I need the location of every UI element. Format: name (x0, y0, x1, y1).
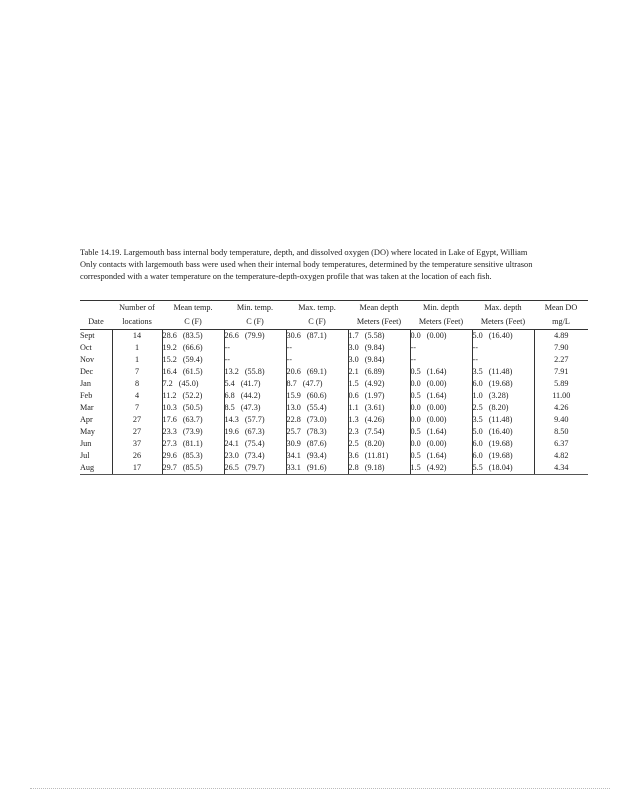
caption-line-3: corresponded with a water temperature on the temperature-depth-oxygen profile that was taken at the location of each fish. (80, 272, 492, 281)
value-f: (55.4) (306, 403, 327, 412)
cell-min-temp (224, 414, 286, 426)
cell-max-depth (472, 330, 534, 343)
cell-max-temp (286, 354, 348, 366)
cell-mean-temp (162, 450, 224, 462)
cell-max-depth (472, 414, 534, 426)
cell-min-temp (224, 342, 286, 354)
cell-date: Dec (80, 367, 94, 376)
value-m: 2.8 (348, 463, 359, 472)
cell-mean-depth (348, 426, 410, 438)
value-c: 24.1 (224, 439, 239, 448)
value-c: 10.3 (162, 403, 177, 412)
header-mean-do-line1: Mean DO (534, 301, 588, 316)
value-c: 27.3 (162, 439, 177, 448)
cell-max-temp (286, 414, 348, 426)
cell-mean-temp (162, 378, 224, 390)
cell-max-temp (286, 426, 348, 438)
value-c: 7.2 (162, 379, 173, 388)
cell-locations: 27 (112, 414, 162, 426)
value-f: (79.7) (244, 463, 265, 472)
cell-mean-depth (348, 342, 410, 354)
cell-locations: 17 (112, 462, 162, 475)
table-row (80, 354, 588, 366)
value-ft: (4.26) (364, 415, 385, 424)
cell-mean-temp (162, 366, 224, 378)
value-m: -- (472, 343, 478, 352)
value-m: 1.5 (348, 379, 359, 388)
value-ft: (0.00) (426, 403, 447, 412)
cell-locations: 4 (112, 390, 162, 402)
value-m: -- (410, 355, 416, 364)
value-f: (47.7) (302, 379, 323, 388)
cell-max-depth (472, 426, 534, 438)
value-m: 2.1 (348, 367, 359, 376)
cell-mean-depth (348, 390, 410, 402)
table-row (80, 330, 588, 343)
value-c: 8.5 (224, 403, 235, 412)
cell-mean-depth (348, 462, 410, 475)
value-ft: (19.68) (488, 379, 513, 388)
cell-mean-do: 11.00 (534, 390, 588, 402)
value-ft: (16.40) (488, 331, 513, 340)
value-m: 3.0 (348, 343, 359, 352)
cell-min-temp (224, 402, 286, 414)
cell-date: Feb (80, 391, 93, 400)
value-c: 20.6 (286, 367, 301, 376)
value-m: 2.3 (348, 427, 359, 436)
cell-mean-do: 4.89 (534, 330, 588, 343)
value-c: 23.0 (224, 451, 239, 460)
value-f: (47.3) (240, 403, 261, 412)
cell-max-depth (472, 390, 534, 402)
value-c: 29.6 (162, 451, 177, 460)
caption-line-2: Only contacts with largemouth bass were used when their internal body temperatures, determined by the temperature sensitive ultrason (80, 260, 533, 269)
value-ft: (1.64) (426, 367, 447, 376)
value-m: 6.0 (472, 379, 483, 388)
header-date-blank (80, 301, 112, 316)
value-c: 15.2 (162, 355, 177, 364)
value-f: (85.3) (182, 451, 203, 460)
value-m: 0.0 (410, 415, 421, 424)
cell-locations: 14 (112, 330, 162, 343)
value-m: 5.0 (472, 427, 483, 436)
value-m: 2.5 (348, 439, 359, 448)
table-row (80, 462, 588, 475)
cell-min-depth (410, 426, 472, 438)
cell-date: Apr (80, 415, 93, 424)
value-ft: (5.58) (364, 331, 385, 340)
cell-max-temp (286, 366, 348, 378)
value-m: -- (410, 343, 416, 352)
value-ft: (11.48) (488, 367, 513, 376)
cell-min-depth (410, 354, 472, 366)
value-ft: (18.04) (488, 463, 513, 472)
header-max-temp-line2: C (F) (286, 315, 348, 330)
value-c: 6.8 (224, 391, 235, 400)
value-c: 34.1 (286, 451, 301, 460)
cell-mean-temp (162, 402, 224, 414)
value-f: (79.9) (244, 331, 265, 340)
cell-max-temp (286, 378, 348, 390)
value-ft: (0.00) (426, 439, 447, 448)
value-f: (85.5) (182, 463, 203, 472)
value-f: (55.8) (244, 367, 265, 376)
value-c: 30.6 (286, 331, 301, 340)
value-m: 6.0 (472, 451, 483, 460)
cell-min-depth (410, 330, 472, 343)
value-c: -- (286, 355, 292, 364)
value-c: 17.6 (162, 415, 177, 424)
value-c: -- (224, 355, 230, 364)
header-locations-line1: Number of (112, 301, 162, 316)
cell-min-temp (224, 330, 286, 343)
value-ft: (4.92) (426, 463, 447, 472)
cell-date: Jun (80, 439, 92, 448)
table-row (80, 402, 588, 414)
value-ft: (1.64) (426, 451, 447, 460)
cell-locations: 7 (112, 366, 162, 378)
value-f: (78.3) (306, 427, 327, 436)
cell-locations: 37 (112, 438, 162, 450)
cell-date: Sept (80, 331, 95, 340)
value-ft: (19.68) (488, 451, 513, 460)
cell-mean-temp (162, 414, 224, 426)
cell-max-depth (472, 378, 534, 390)
value-ft: (16.40) (488, 427, 513, 436)
cell-mean-do: 9.40 (534, 414, 588, 426)
cell-mean-temp (162, 426, 224, 438)
cell-min-temp (224, 378, 286, 390)
value-f: (87.6) (306, 439, 327, 448)
cell-min-depth (410, 390, 472, 402)
cell-locations: 8 (112, 378, 162, 390)
value-f: (93.4) (306, 451, 327, 460)
value-f: (73.0) (306, 415, 327, 424)
cell-date: Jul (80, 451, 90, 460)
cell-mean-temp (162, 462, 224, 475)
value-c: 5.4 (224, 379, 235, 388)
header-mean-temp-line1: Mean temp. (162, 301, 224, 316)
value-m: 0.5 (410, 367, 421, 376)
value-ft: (8.20) (488, 403, 509, 412)
value-c: 19.6 (224, 427, 239, 436)
value-c: 28.6 (162, 331, 177, 340)
value-m: 0.0 (410, 439, 421, 448)
value-c: 29.7 (162, 463, 177, 472)
value-c: 13.2 (224, 367, 239, 376)
cell-min-depth (410, 402, 472, 414)
cell-mean-do: 7.91 (534, 366, 588, 378)
value-c: 13.0 (286, 403, 301, 412)
value-c: 26.6 (224, 331, 239, 340)
cell-mean-do: 4.26 (534, 402, 588, 414)
value-c: -- (286, 343, 292, 352)
value-m: 0.0 (410, 331, 421, 340)
value-m: 0.6 (348, 391, 359, 400)
cell-mean-do: 5.89 (534, 378, 588, 390)
cell-locations: 27 (112, 426, 162, 438)
cell-mean-do: 4.34 (534, 462, 588, 475)
value-c: 25.7 (286, 427, 301, 436)
cell-date: Oct (80, 343, 92, 352)
value-f: (75.4) (244, 439, 265, 448)
cell-max-temp (286, 402, 348, 414)
cell-max-depth (472, 462, 534, 475)
cell-mean-do: 8.50 (534, 426, 588, 438)
cell-min-depth (410, 342, 472, 354)
cell-max-temp (286, 450, 348, 462)
cell-date: Nov (80, 355, 95, 364)
value-ft: (1.64) (426, 391, 447, 400)
cell-mean-do: 7.90 (534, 342, 588, 354)
table-row (80, 414, 588, 426)
cell-mean-depth (348, 366, 410, 378)
table-row (80, 366, 588, 378)
value-m: 1.0 (472, 391, 483, 400)
cell-max-depth (472, 450, 534, 462)
header-date: Date (80, 315, 112, 330)
value-ft: (9.84) (364, 355, 385, 364)
cell-mean-temp (162, 342, 224, 354)
cell-min-temp (224, 450, 286, 462)
value-m: 3.0 (348, 355, 359, 364)
value-m: 1.5 (410, 463, 421, 472)
value-c: 23.3 (162, 427, 177, 436)
cell-locations: 7 (112, 402, 162, 414)
cell-min-temp (224, 366, 286, 378)
value-f: (60.6) (306, 391, 327, 400)
value-ft: (19.68) (488, 439, 513, 448)
table-row (80, 438, 588, 450)
value-ft: (0.00) (426, 331, 447, 340)
cell-max-depth (472, 342, 534, 354)
cell-mean-do: 6.37 (534, 438, 588, 450)
value-f: (91.6) (306, 463, 327, 472)
header-min-depth-line1: Min. depth (410, 301, 472, 316)
cell-min-temp (224, 390, 286, 402)
header-locations-line2: locations (112, 315, 162, 330)
header-min-temp-line2: C (F) (224, 315, 286, 330)
caption-line-1: Table 14.19. Largemouth bass internal body temperature, depth, and dissolved oxygen (DO) where located in Lake of Egypt, William (80, 248, 528, 257)
header-mean-depth-line1: Mean depth (348, 301, 410, 316)
value-ft: (8.20) (364, 439, 385, 448)
cell-mean-depth (348, 402, 410, 414)
cell-max-depth (472, 438, 534, 450)
value-c: 33.1 (286, 463, 301, 472)
cell-min-depth (410, 378, 472, 390)
value-f: (87.1) (306, 331, 327, 340)
value-c: 8.7 (286, 379, 297, 388)
header-mean-do-line2: mg/L (534, 315, 588, 330)
header-max-depth-line2: Meters (Feet) (472, 315, 534, 330)
cell-min-temp (224, 354, 286, 366)
value-c: 26.5 (224, 463, 239, 472)
cell-date: Aug (80, 462, 112, 475)
value-m: 1.3 (348, 415, 359, 424)
value-ft: (3.61) (364, 403, 385, 412)
cell-min-temp (224, 438, 286, 450)
value-m: 3.5 (472, 367, 483, 376)
header-max-depth-line1: Max. depth (472, 301, 534, 316)
cell-min-depth (410, 462, 472, 475)
table-row (80, 342, 588, 354)
header-mean-depth-line2: Meters (Feet) (348, 315, 410, 330)
cell-min-temp (224, 462, 286, 475)
table-row (80, 378, 588, 390)
cell-max-depth (472, 402, 534, 414)
value-ft: (11.81) (364, 451, 389, 460)
cell-mean-depth (348, 414, 410, 426)
value-m: 0.0 (410, 379, 421, 388)
cell-max-temp (286, 390, 348, 402)
value-c: 11.2 (162, 391, 177, 400)
value-m: -- (472, 355, 478, 364)
header-min-depth-line2: Meters (Feet) (410, 315, 472, 330)
value-m: 5.5 (472, 463, 483, 472)
value-c: -- (224, 343, 230, 352)
cell-mean-depth (348, 354, 410, 366)
value-f: (63.7) (182, 415, 203, 424)
page-footer-rule (30, 788, 610, 790)
header-max-temp-line1: Max. temp. (286, 301, 348, 316)
cell-min-depth (410, 414, 472, 426)
value-f: (73.4) (244, 451, 265, 460)
value-f: (45.0) (178, 379, 199, 388)
value-ft: (3.28) (488, 391, 509, 400)
value-ft: (9.84) (364, 343, 385, 352)
cell-min-depth (410, 450, 472, 462)
cell-min-temp (224, 426, 286, 438)
cell-mean-depth (348, 330, 410, 343)
table-row (80, 426, 588, 438)
value-f: (59.4) (182, 355, 203, 364)
cell-max-temp (286, 342, 348, 354)
value-f: (44.2) (240, 391, 261, 400)
cell-mean-depth (348, 378, 410, 390)
header-mean-temp-line2: C (F) (162, 315, 224, 330)
value-ft: (6.89) (364, 367, 385, 376)
value-ft: (11.48) (488, 415, 513, 424)
value-m: 1.1 (348, 403, 359, 412)
cell-locations: 26 (112, 450, 162, 462)
value-f: (83.5) (182, 331, 203, 340)
cell-max-temp (286, 330, 348, 343)
value-m: 0.5 (410, 427, 421, 436)
value-m: 1.7 (348, 331, 359, 340)
bass-data-table (80, 300, 588, 475)
value-ft: (7.54) (364, 427, 385, 436)
cell-max-temp (286, 438, 348, 450)
value-c: 15.9 (286, 391, 301, 400)
value-f: (69.1) (306, 367, 327, 376)
cell-mean-depth (348, 450, 410, 462)
cell-min-depth (410, 366, 472, 378)
value-ft: (1.64) (426, 427, 447, 436)
value-f: (66.6) (182, 343, 203, 352)
value-m: 0.5 (410, 391, 421, 400)
value-ft: (9.18) (364, 463, 385, 472)
value-f: (73.9) (182, 427, 203, 436)
value-ft: (0.00) (426, 415, 447, 424)
value-m: 5.0 (472, 331, 483, 340)
table-row (80, 450, 588, 462)
value-f: (41.7) (240, 379, 261, 388)
table-body (80, 330, 588, 475)
value-ft: (1.97) (364, 391, 385, 400)
value-m: 3.6 (348, 451, 359, 460)
cell-date: May (80, 427, 96, 436)
cell-locations: 1 (112, 354, 162, 366)
value-f: (50.5) (182, 403, 203, 412)
value-c: 30.9 (286, 439, 301, 448)
value-c: 19.2 (162, 343, 177, 352)
cell-max-temp (286, 462, 348, 475)
value-ft: (4.92) (364, 379, 385, 388)
value-c: 14.3 (224, 415, 239, 424)
header-min-temp-line1: Min. temp. (224, 301, 286, 316)
cell-mean-do: 4.82 (534, 450, 588, 462)
value-f: (81.1) (182, 439, 203, 448)
value-f: (67.3) (244, 427, 265, 436)
cell-date: Mar (80, 403, 94, 412)
cell-mean-temp (162, 438, 224, 450)
value-f: (57.7) (244, 415, 265, 424)
cell-date: Jan (80, 379, 91, 388)
value-c: 16.4 (162, 367, 177, 376)
value-c: 22.8 (286, 415, 301, 424)
table-caption (80, 247, 618, 283)
value-m: 3.5 (472, 415, 483, 424)
value-m: 2.5 (472, 403, 483, 412)
value-f: (52.2) (182, 391, 203, 400)
value-f: (61.5) (182, 367, 203, 376)
value-m: 0.0 (410, 403, 421, 412)
cell-mean-do: 2.27 (534, 354, 588, 366)
cell-locations: 1 (112, 342, 162, 354)
cell-max-depth (472, 366, 534, 378)
cell-mean-depth (348, 438, 410, 450)
cell-mean-temp (162, 354, 224, 366)
value-m: 6.0 (472, 439, 483, 448)
value-ft: (0.00) (426, 379, 447, 388)
cell-max-depth (472, 354, 534, 366)
cell-mean-temp (162, 330, 224, 343)
table-row (80, 390, 588, 402)
value-m: 0.5 (410, 451, 421, 460)
cell-mean-temp (162, 390, 224, 402)
cell-min-depth (410, 438, 472, 450)
